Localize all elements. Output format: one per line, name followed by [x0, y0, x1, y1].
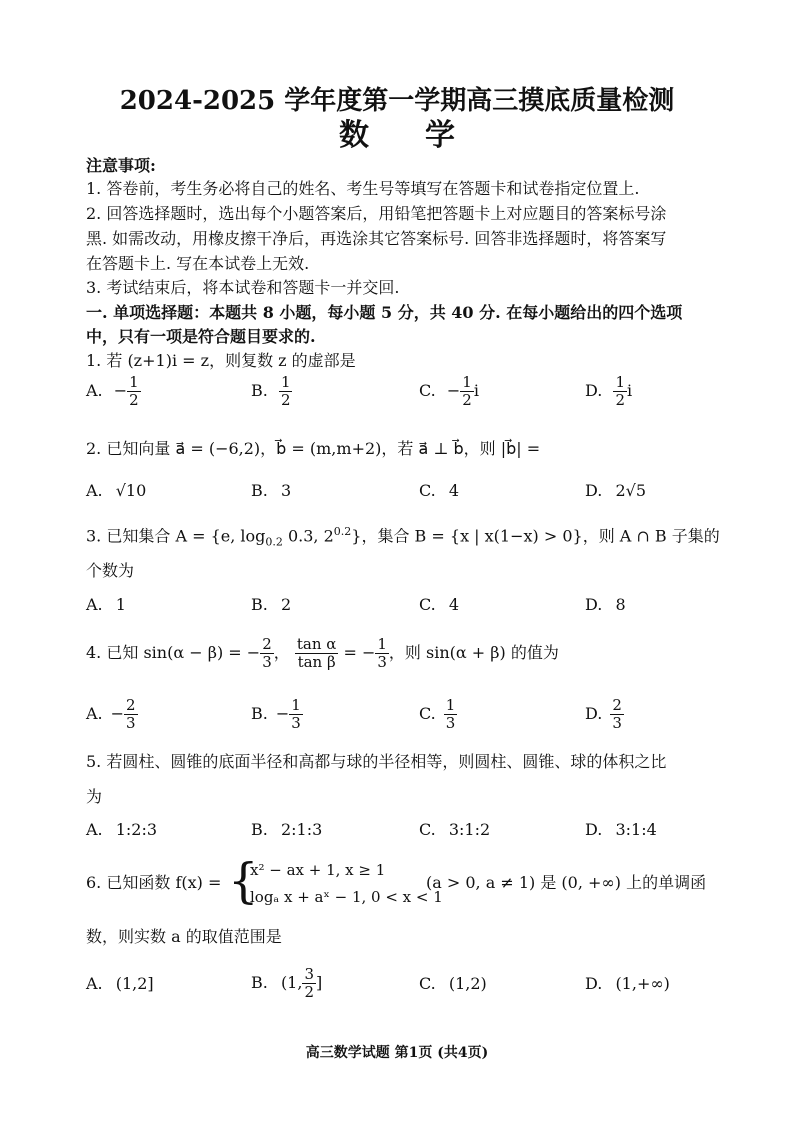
q6-stem-cont: 数，则实数 a 的取值范围是 [86, 927, 282, 946]
q2-stem: 2. 已知向量 a⃗ = (−6,2)，b⃗ = (m,m+2)，若 a⃗ ⊥ b⃗，则 |b⃗| = [86, 439, 541, 458]
q5-option-d: D. 3:1:4 [585, 820, 657, 839]
q1-option-a: A. − $\frac{1}{2}$ [86, 373, 139, 409]
section1-heading-cont: 中，只有一项是符合题目要求的. [86, 327, 316, 346]
q1-option-d: D. $\frac{1}{2}$ i [585, 373, 633, 409]
notice-heading: 注意事项: [86, 156, 156, 175]
section1-heading: 一. 单项选择题：本题共 8 小题，每小题 5 分，共 40 分. 在每小题给出的四个选项 [86, 303, 683, 322]
q6-option-a: A. (1,2] [86, 974, 154, 993]
q3-stem-cont: 个数为 [86, 561, 135, 580]
q5-stem-cont: 为 [86, 787, 103, 806]
q3-option-b: B. 2 [251, 595, 292, 614]
exam-title: 2024-2025 学年度第一学期高三摸底质量检测 [119, 86, 675, 116]
q2-option-c: C. 4 [419, 481, 460, 500]
q1-option-b: B. $\frac{1}{2}$ [251, 373, 291, 409]
q6-case-2: logₐ x + aˣ − 1, 0 < x < 1 [250, 888, 443, 906]
q5-option-b: B. 2:1:3 [251, 820, 323, 839]
notice-item-1: 1. 答卷前，考生务必将自己的姓名、考生号等填写在答题卡和试卷指定位置上. [86, 179, 640, 198]
q4-option-c: C. $\frac{1}{3}$ [419, 696, 456, 732]
q6-stem-a: 6. 已知函数 f(x) = [86, 873, 222, 892]
q6-option-d: D. (1,+∞) [585, 974, 670, 993]
q3-option-a: A. 1 [86, 595, 126, 614]
notice-item-2-cont: 黑. 如需改动，用橡皮擦干净后，再选涂其它答案标号. 回答非选择题时，将答案写 [86, 229, 667, 248]
notice-item-2: 2. 回答选择题时，选出每个小题答案后，用铅笔把答题卡上对应题目的答案标号涂 [86, 204, 667, 223]
q5-option-c: C. 3:1:2 [419, 820, 491, 839]
notice-item-2-cont2: 在答题卡上. 写在本试卷上无效. [86, 254, 310, 273]
q2-option-a: A. √10 [86, 481, 147, 500]
q5-stem: 5. 若圆柱、圆锥的底面半径和高都与球的半径相等，则圆柱、圆锥、球的体积之比 [86, 752, 667, 771]
q6-option-b: B. (1, $\frac{3}{2}$ ] [251, 965, 323, 1001]
q6-case-1: x² − ax + 1, x ≥ 1 [250, 861, 386, 879]
q2-option-d: D. 2√5 [585, 481, 646, 500]
q4-stem: 4. 已知 sin(α − β) = − $\frac{2}{3}$ ， $\frac{\text{tan α}}{\text{tan β}}$ = − $\frac{1}{3}$ ，则 sin(α + β) 的值为 [86, 635, 559, 671]
q4-option-a: A. − $\frac{2}{3}$ [86, 696, 136, 732]
q6-option-c: C. (1,2) [419, 974, 487, 993]
q5-option-a: A. 1:2:3 [86, 820, 158, 839]
q6-stem-b: (a > 0, a ≠ 1) 是 (0, +∞) 上的单调函 [426, 873, 707, 892]
notice-item-3: 3. 考试结束后，将本试卷和答题卡一并交回. [86, 278, 400, 297]
q4-option-b: B. − $\frac{1}{3}$ [251, 696, 301, 732]
page-footer: 高三数学试题 第1页 (共4页) [305, 1045, 489, 1061]
q1-option-c: C. − $\frac{1}{2}$ i [419, 373, 479, 409]
q3-option-c: C. 4 [419, 595, 460, 614]
q3-stem: 3. 已知集合 A = {e, $\log_{0.2} 0.3$, $2^{0.2}$}，集合 B = {x | x(1−x) > 0}，则 A ∩ B 子集的 [86, 525, 720, 549]
subject-title: 数学 [339, 118, 511, 153]
q2-option-b: B. 3 [251, 481, 292, 500]
piecewise-brace: { [228, 853, 259, 909]
q1-stem: 1. 若 (z+1)i = z，则复数 z 的虚部是 [86, 351, 356, 370]
q4-option-d: D. $\frac{2}{3}$ [585, 696, 622, 732]
q3-option-d: D. 8 [585, 595, 626, 614]
